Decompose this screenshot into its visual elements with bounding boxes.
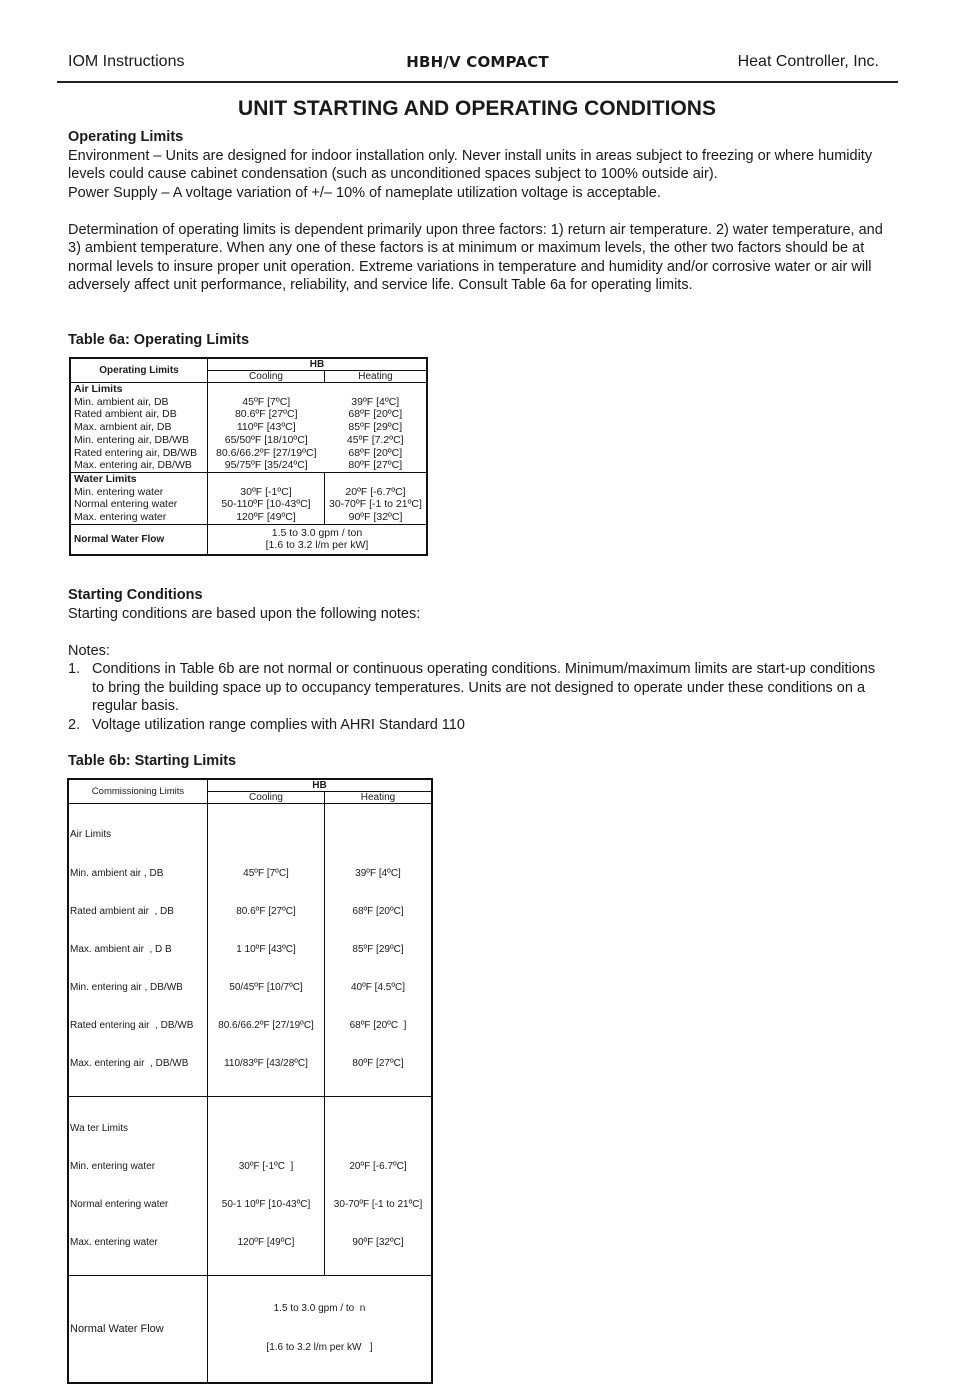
starting-conditions-heading: Starting Conditions (68, 587, 203, 603)
table-6b-water-heading: Wa ter Limits (70, 1122, 128, 1134)
table-6b-corner: Commissioning Limits (68, 779, 208, 804)
table-6a-air-heating (325, 383, 428, 473)
table-6b-air-labels (68, 804, 208, 1097)
table-cell: 50-110ºF [10-43ºC] (221, 498, 311, 511)
starting-conditions-intro: Starting conditions are based upon the following notes: (68, 605, 421, 622)
table-6a-air-heading: Air Limits (74, 383, 123, 395)
table-6a-flow-label: Normal Water Flow (70, 524, 208, 555)
table-cell: 40ºF [4.5ºC] (351, 981, 405, 993)
list-item (68, 660, 888, 716)
table-row-label: Min. entering air, DB/WB (74, 433, 189, 446)
page-header (57, 52, 898, 83)
table-6a-group: HB (208, 358, 428, 371)
table-cell: 80.6/66.2ºF [27/19ºC] (216, 446, 317, 459)
table-6b-air-cooling (208, 804, 325, 1097)
power-supply-paragraph: Power Supply – A voltage variation of +/– 10% of nameplate utilization voltage is acceptable. (68, 184, 661, 201)
table-cell: 85ºF [29ºC] (352, 943, 404, 955)
operating-limits-section (68, 128, 888, 295)
table-6b-water-cooling (208, 1097, 325, 1276)
table-6b-air-heating (325, 804, 433, 1097)
table-cell: 30-70ºF [-1 to 21ºC] (333, 1198, 423, 1210)
table-6a-water-labels (70, 472, 208, 524)
table-6b-group: HB (208, 779, 433, 792)
list-item (68, 716, 888, 735)
table-row-label: Normal entering water (70, 1198, 169, 1210)
notes-list (68, 660, 888, 734)
table-cell: 90ºF [32ºC] (352, 1236, 404, 1248)
table-6a-water-heading: Water Limits (74, 472, 137, 485)
table-cell: 1.5 to 3.0 gpm / to n (273, 1303, 366, 1315)
page-title: UNIT STARTING AND OPERATING CONDITIONS (238, 97, 716, 120)
determination-paragraph: Determination of operating limits is dependent primarily upon three factors: 1) return air temperature. 2) water temperature, and 3) ambient temperature. When any one of these factors is at minimum or maximum levels, the other two factors should be at normal levels to insure proper unit operation. Extreme variations in temperature and humidity and/or corrosive water or air will adversely affect unit performance, reliability, and service life. Consult Table 6a for operating limits. (68, 221, 883, 293)
table-cell: 45ºF [7ºC] (243, 867, 289, 879)
note-number: 1. (68, 661, 81, 677)
table-cell: 1.5 to 3.0 gpm / ton (271, 526, 363, 539)
table-cell: 30ºF [-1ºC] (240, 485, 292, 498)
starting-conditions-section (68, 586, 888, 734)
table-row-label: Max. ambient air , D B (70, 943, 172, 955)
table-cell: 120ºF [49ºC] (236, 511, 296, 524)
operating-limits-table (69, 357, 428, 556)
table-cell: [1.6 to 3.2 l/m per kW ] (266, 1341, 373, 1353)
table-cell: 90ºF [32ºC] (348, 511, 403, 524)
table-6b-caption: Table 6b: Starting Limits (68, 753, 237, 769)
table-6a-air-cooling (208, 383, 325, 473)
table-6a-water-heating (325, 472, 428, 524)
table-cell: 30-70ºF [-1 to 21ºC] (329, 498, 422, 511)
table-cell: 110ºF [43ºC] (236, 421, 296, 434)
table-row-label: Min. ambient air, DB (74, 395, 169, 408)
table-6a-col-cooling: Cooling (208, 371, 325, 383)
table-6b-flow-label: Normal Water Flow (68, 1276, 208, 1383)
table-6b-col-heating: Heating (360, 792, 396, 803)
table-row-label: Max. entering water (74, 511, 167, 524)
table-cell: 45ºF [7.2ºC] (346, 433, 404, 446)
table-row-label: Min. entering air , DB/WB (70, 981, 183, 993)
table-cell: 80.6/66.2ºF [27/19ºC] (218, 1019, 314, 1031)
table-cell: 85ºF [29ºC] (348, 421, 403, 434)
table-row-label: Max. entering air, DB/WB (74, 459, 192, 472)
table-6b-flow-value (208, 1276, 433, 1383)
table-cell: [1.6 to 3.2 l/m per kW] (265, 539, 369, 552)
header-doc-type: IOM Instructions (68, 53, 185, 70)
table-cell: 39ºF [4ºC] (351, 395, 400, 408)
starting-limits-table (67, 778, 433, 1384)
table-6a-caption: Table 6a: Operating Limits (68, 332, 250, 348)
table-row-label: Max. entering water (70, 1236, 158, 1248)
table-6a-water-cooling (208, 472, 325, 524)
table-row-label: Max. ambient air, DB (74, 421, 172, 434)
table-6a-col-heating: Heating (358, 371, 393, 382)
table-row-label: Rated entering air , DB/WB (70, 1019, 194, 1031)
table-cell: 39ºF [4ºC] (355, 867, 401, 879)
table-cell: 110/83ºF [43/28ºC] (224, 1058, 308, 1070)
table-6b-col-cooling: Cooling (208, 792, 325, 804)
table-row-label: Normal entering water (74, 498, 178, 511)
table-row-label: Rated entering air, DB/WB (74, 446, 198, 459)
table-cell: 45ºF [7ºC] (242, 395, 291, 408)
table-cell: 68ºF [20ºC ] (349, 1019, 407, 1031)
table-cell: 50/45ºF [10/7ºC] (229, 981, 303, 993)
table-cell: 1 10ºF [43ºC] (236, 943, 296, 955)
note-text: Conditions in Table 6b are not normal or continuous operating conditions. Minimum/maximum limits are start-up conditions to bring the building space up to occupancy temperatures. Units are not designed to operate under these conditions on a regular basis. (92, 661, 876, 714)
table-6a-air-labels (70, 383, 208, 473)
note-text: Voltage utilization range complies with AHRI Standard 110 (92, 716, 465, 733)
table-row-label: Max. entering air , DB/WB (70, 1058, 189, 1070)
header-company: Heat Controller, Inc. (737, 53, 879, 70)
table-row-label: Min. entering water (74, 485, 164, 498)
table-row-label: Min. entering water (70, 1160, 156, 1172)
table-cell: 20ºF [-6.7ºC] (349, 1160, 407, 1172)
table-cell: 80.6ºF [27ºC] (236, 905, 296, 917)
header-product-name: HBH/V COMPACT (406, 53, 549, 71)
table-row-label: Min. ambient air , DB (70, 867, 164, 879)
table-cell: 68ºF [20ºC] (348, 408, 403, 421)
table-cell: 68ºF [20ºC] (352, 905, 404, 917)
note-number: 2. (68, 716, 81, 733)
environment-paragraph: Environment – Units are designed for indoor installation only. Never install units in areas subject to freezing or where humidity levels could cause cabinet condensation (such as unconditioned spaces subject to 100% outside air). (68, 147, 873, 182)
table-cell: 95/75ºF [35/24ºC] (224, 459, 308, 472)
table-cell: 68ºF [20ºC] (348, 446, 403, 459)
table-6b-water-labels (68, 1097, 208, 1276)
table-cell: 80ºF [27ºC] (352, 1058, 404, 1070)
table-6b-water-heating (325, 1097, 433, 1276)
table-cell: 50-1 10ºF [10-43ºC] (221, 1198, 311, 1210)
table-cell: 65/50ºF [18/10ºC] (224, 433, 308, 446)
table-6a-flow-value (208, 524, 428, 555)
table-row-label: Rated ambient air, DB (74, 408, 177, 421)
table-row-label: Rated ambient air , DB (70, 905, 174, 917)
table-cell: 80.6ºF [27ºC] (234, 408, 298, 421)
table-cell: 120ºF [49ºC] (237, 1236, 295, 1248)
table-cell: 80ºF [27ºC] (348, 459, 403, 472)
operating-limits-heading: Operating Limits (68, 129, 184, 145)
table-cell: 20ºF [-6.7ºC] (345, 485, 406, 498)
table-6a-corner: Operating Limits (70, 358, 208, 383)
table-6b-air-heading: Air Limits (70, 829, 112, 841)
table-cell: 30ºF [-1ºC ] (238, 1160, 294, 1172)
notes-label: Notes: (68, 642, 110, 659)
